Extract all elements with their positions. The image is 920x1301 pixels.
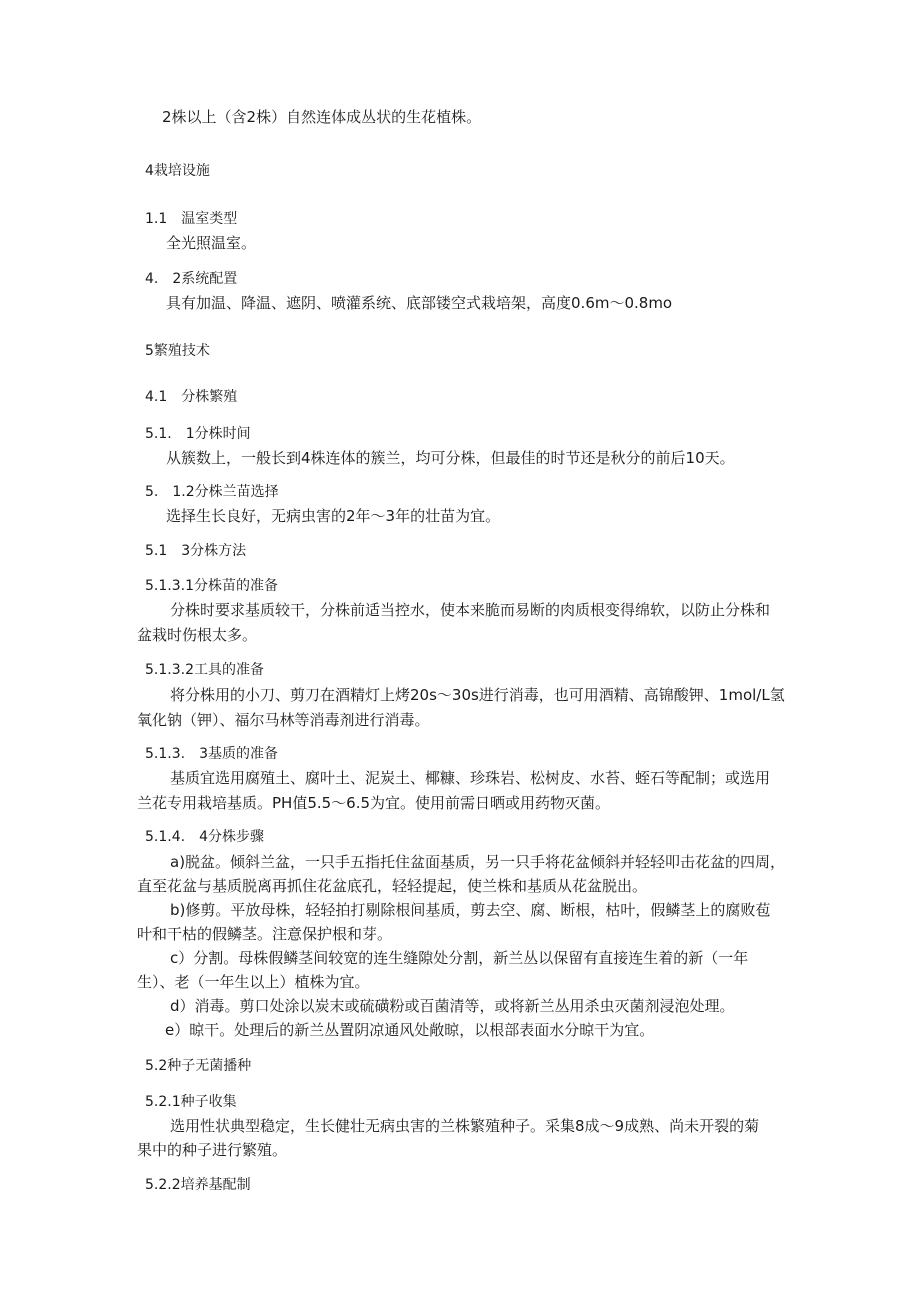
text-system-config: 具有加温、降温、遮阴、喷灌系统、底部镂空式栽培架，高度0.6m～0.8mo xyxy=(166,294,673,312)
step-e: e）晾干。处理后的新兰丛置阴凉通风处敞晾，以根部表面水分晾干为宜。 xyxy=(165,1021,655,1039)
heading-5-1-3-3: 5.1.3. 3基质的准备 xyxy=(145,746,278,762)
heading-5-1-1: 5.1. 1分株时间 xyxy=(145,426,251,442)
step-a-line1: a)脱盆。倾斜兰盆，一只手五指托住盆面基质，另一只手将花盆倾斜并轻轻叩击花盆的四周， xyxy=(170,853,786,871)
heading-4-2: 4. 2系统配置 xyxy=(145,271,238,287)
heading-5-1-2: 5. 1.2分株兰苗选择 xyxy=(145,484,279,500)
text-division-time: 从簇数上，一般长到4株连体的簇兰，均可分株，但最佳的时节还是秋分的前后10天。 xyxy=(166,449,735,467)
step-b-line1: b)修剪。平放母株，轻轻拍打剔除根间基质，剪去空、腐、断根，枯叶，假鳞茎上的腐败苞 xyxy=(170,901,771,919)
text-seed-line1: 选用性状典型稳定，生长健壮无病虫害的兰株繁殖种子。采集8成～9成熟、尚未开裂的菊 xyxy=(170,1117,760,1135)
text-tools-line2: 氧化钠（钾）、福尔马林等消毒剂进行消毒。 xyxy=(137,711,430,729)
heading-5-1-4: 5.1.4. 4分株步骤 xyxy=(145,829,264,845)
step-a-line2: 直至花盆与基质脱离再抓住花盆底孔，轻轻提起，使兰株和基质从花盆脱出。 xyxy=(137,877,648,895)
heading-5-1-3-1: 5.1.3.1分株苗的准备 xyxy=(145,578,278,594)
heading-4: 4栽培设施 xyxy=(145,163,210,179)
heading-5-2: 5.2种子无菌播种 xyxy=(145,1058,252,1074)
text-greenhouse-type: 全光照温室。 xyxy=(166,234,257,252)
step-d: d）消毒。剪口处涂以炭末或硫磺粉或百菌清等，或将新兰丛用杀虫灭菌剂浸泡处理。 xyxy=(170,997,735,1015)
heading-5-1-3-2: 5.1.3.2工具的准备 xyxy=(145,662,264,678)
heading-5-2-1: 5.2.1种子收集 xyxy=(145,1094,237,1110)
text-substrate-line2: 兰花专用栽培基质。PH值5.5～6.5为宜。使用前需日晒或用药物灭菌。 xyxy=(137,794,611,812)
text-prep-line1: 分株时要求基质较干，分株前适当控水，使本来脆而易断的肉质根变得绵软，以防止分株和 xyxy=(170,601,771,619)
text-tools-line1: 将分株用的小刀、剪刀在酒精灯上烤20s～30s进行消毒，也可用酒精、高锦酸钾、1mol/L氢 xyxy=(170,686,785,704)
step-c-line2: 生）、老（一年生以上）植株为宜。 xyxy=(137,973,370,991)
heading-5-2-2: 5.2.2培养基配制 xyxy=(145,1177,251,1193)
text-substrate-line1: 基质宜选用腐殖土、腐叶土、泥炭土、椰糠、珍珠岩、松树皮、水苔、蛭石等配制；或选用 xyxy=(170,769,771,787)
heading-1-1: 1.1 温室类型 xyxy=(145,211,238,227)
heading-4-1: 4.1 分株繁殖 xyxy=(145,389,238,405)
text-seed-line2: 果中的种子进行繁殖。 xyxy=(137,1141,288,1159)
text-seedling-selection: 选择生长良好，无病虫害的2年～3年的壮苗为宜。 xyxy=(166,507,501,525)
heading-5: 5繁殖技术 xyxy=(145,343,210,359)
para-definition: 2株以上（含2株）自然连体成丛状的生花植株。 xyxy=(162,108,482,126)
text-prep-line2: 盆栽时伤根太多。 xyxy=(137,626,258,644)
heading-5-1-3: 5.1 3分株方法 xyxy=(145,543,247,559)
step-c-line1: c）分割。母株假鳞茎间较宽的连生缝隙处分割，新兰丛以保留有直接连生着的新（一年 xyxy=(170,949,749,967)
step-b-line2: 叶和干枯的假鳞茎。注意保护根和芽。 xyxy=(137,925,393,943)
